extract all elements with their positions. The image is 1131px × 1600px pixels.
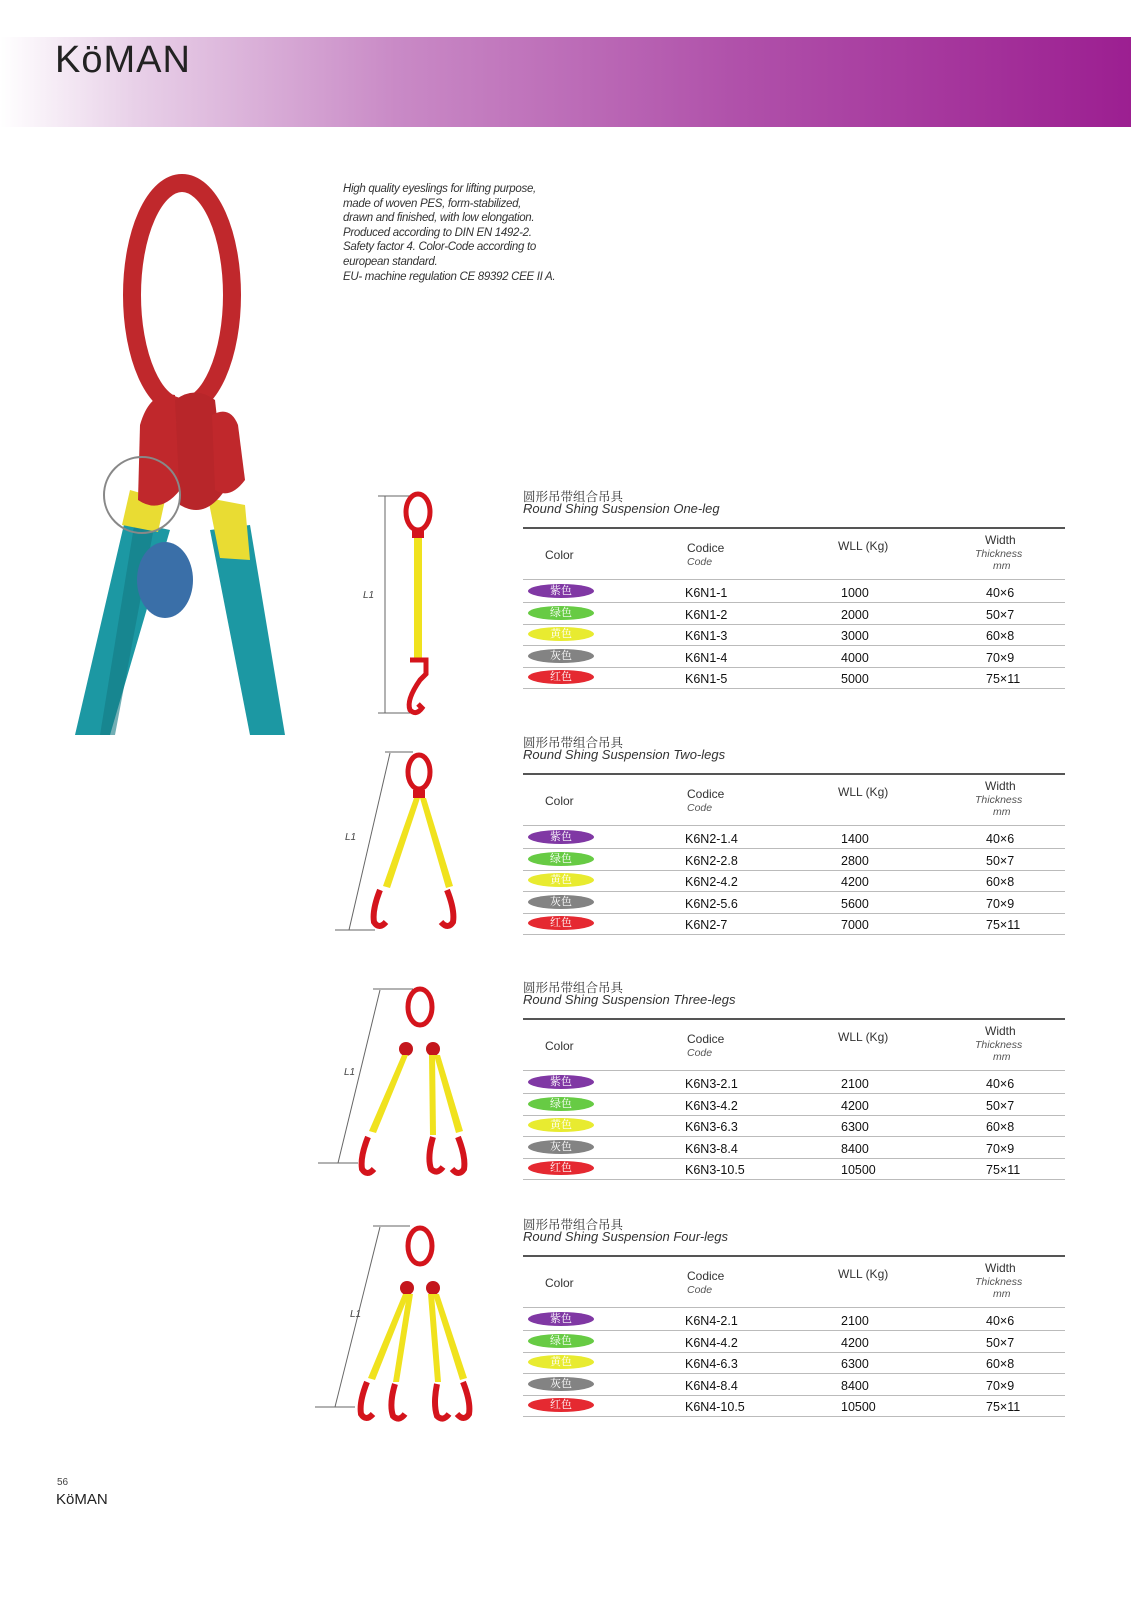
header-wll: WLL (Kg) <box>838 539 889 553</box>
color-swatch: 紫色 <box>528 830 594 844</box>
table-row <box>523 913 1065 935</box>
width-thickness-cell: 75×11 <box>986 1163 1021 1177</box>
table-row <box>523 1395 1065 1417</box>
header-code: Code <box>687 556 713 568</box>
table-row <box>523 870 1065 892</box>
page-number: 56 <box>57 1477 69 1488</box>
table-row <box>523 1374 1065 1396</box>
width-thickness-cell: 60×8 <box>986 1357 1015 1371</box>
code-cell: K6N1-1 <box>685 586 728 600</box>
header-width: Width <box>985 533 1016 547</box>
code-cell: K6N2-2.8 <box>685 853 738 868</box>
table-top-rule <box>523 527 1065 529</box>
header-mm: mm <box>993 560 1011 572</box>
header-wll: WLL (Kg) <box>838 1030 889 1044</box>
code-cell: K6N3-2.1 <box>685 1077 738 1091</box>
code-cell: K6N4-10.5 <box>685 1400 745 1414</box>
table-row <box>523 667 1065 689</box>
description-line: european standard. <box>343 255 438 268</box>
wll-cell: 8400 <box>841 1378 869 1393</box>
width-thickness-cell: 40×6 <box>986 586 1015 600</box>
header-mm: mm <box>993 1051 1011 1063</box>
three-legs-diagram <box>318 985 493 1190</box>
product-description <box>343 182 583 284</box>
product-photo <box>40 160 305 745</box>
spec-table <box>523 1018 1065 1188</box>
color-swatch: 红色 <box>528 1161 594 1175</box>
code-cell: K6N2-1.4 <box>685 832 738 846</box>
header-rule <box>523 579 1065 580</box>
code-cell: K6N1-4 <box>685 650 728 665</box>
spec-table <box>523 527 1065 697</box>
width-thickness-cell: 70×9 <box>986 896 1015 911</box>
width-thickness-cell: 70×9 <box>986 650 1015 665</box>
header-mm: mm <box>993 1288 1011 1300</box>
description-line: Produced according to DIN EN 1492-2. <box>343 226 532 239</box>
four-legs-diagram <box>315 1222 495 1432</box>
width-thickness-cell: 70×9 <box>986 1141 1015 1156</box>
width-thickness-cell: 50×7 <box>986 607 1015 622</box>
width-thickness-cell: 40×6 <box>986 1314 1015 1328</box>
section-title-cn: 圆形吊带组合吊具 <box>523 489 624 504</box>
wll-cell: 6300 <box>841 1120 869 1134</box>
wll-cell: 7000 <box>841 918 869 932</box>
width-thickness-cell: 75×11 <box>986 672 1021 686</box>
description-line: Safety factor 4. Color-Code according to <box>343 241 536 254</box>
color-swatch: 灰色 <box>528 1377 594 1391</box>
code-cell: K6N4-4.2 <box>685 1335 738 1350</box>
header-rule <box>523 1070 1065 1071</box>
color-swatch: 黄色 <box>528 873 594 887</box>
header-color: Color <box>545 1276 574 1290</box>
description-line: made of woven PES, form-stabilized, <box>343 197 522 210</box>
table-row <box>523 849 1065 871</box>
code-cell: K6N2-5.6 <box>685 896 738 911</box>
wll-cell: 4200 <box>841 1098 869 1113</box>
color-swatch: 红色 <box>528 1398 594 1412</box>
description-line: drawn and finished, with low elongation. <box>343 212 535 225</box>
wll-cell: 1400 <box>841 832 869 846</box>
header-code: Code <box>687 1284 713 1296</box>
header-width: Width <box>985 1261 1016 1275</box>
width-thickness-cell: 75×11 <box>986 918 1021 932</box>
footer-brand: KöMAN <box>56 1491 108 1508</box>
wll-cell: 4200 <box>841 1335 869 1350</box>
header-color: Color <box>545 548 574 562</box>
code-cell: K6N1-3 <box>685 629 728 643</box>
table-row <box>523 1137 1065 1159</box>
wll-cell: 2100 <box>841 1314 869 1328</box>
table-row <box>523 827 1065 849</box>
table-row <box>523 624 1065 646</box>
wll-cell: 3000 <box>841 629 869 643</box>
section-title-cn: 圆形吊带组合吊具 <box>523 735 624 750</box>
color-swatch: 紫色 <box>528 584 594 598</box>
color-swatch: 黄色 <box>528 1118 594 1132</box>
width-thickness-cell: 60×8 <box>986 629 1015 643</box>
color-swatch: 紫色 <box>528 1075 594 1089</box>
header-wll: WLL (Kg) <box>838 785 889 799</box>
color-swatch: 灰色 <box>528 649 594 663</box>
color-swatch: 灰色 <box>528 895 594 909</box>
header-thickness: Thickness <box>975 794 1023 806</box>
color-swatch: 灰色 <box>528 1140 594 1154</box>
width-thickness-cell: 40×6 <box>986 832 1015 846</box>
color-swatch: 黄色 <box>528 627 594 641</box>
description-line: High quality eyeslings for lifting purpose, <box>343 183 536 195</box>
width-thickness-cell: 70×9 <box>986 1378 1015 1393</box>
wll-cell: 2800 <box>841 853 869 868</box>
dimension-label: L1 <box>344 1067 356 1078</box>
section-title-en: Round Shing Suspension Two-legs <box>523 747 726 762</box>
table-row <box>523 1158 1065 1180</box>
header-wll: WLL (Kg) <box>838 1267 889 1281</box>
header-codice: Codice <box>687 787 725 801</box>
code-cell: K6N3-4.2 <box>685 1098 738 1113</box>
wll-cell: 4000 <box>841 650 869 665</box>
code-cell: K6N1-5 <box>685 672 728 686</box>
code-cell: K6N4-2.1 <box>685 1314 738 1328</box>
wll-cell: 4200 <box>841 875 869 889</box>
dimension-label: L1 <box>350 1309 362 1320</box>
table-row <box>523 892 1065 914</box>
dimension-label: L1 <box>345 832 357 843</box>
two-legs-diagram <box>335 748 485 948</box>
wll-cell: 10500 <box>841 1400 876 1414</box>
header-width: Width <box>985 779 1016 793</box>
spec-table <box>523 773 1065 943</box>
table-row <box>523 581 1065 603</box>
dimension-label: L1 <box>363 590 375 601</box>
code-cell: K6N3-10.5 <box>685 1163 745 1177</box>
header-width: Width <box>985 1024 1016 1038</box>
spec-table <box>523 1255 1065 1425</box>
wll-cell: 5000 <box>841 672 869 686</box>
section-title-en: Round Shing Suspension Three-legs <box>523 992 736 1007</box>
header-code: Code <box>687 802 713 814</box>
color-swatch: 绿色 <box>528 1334 594 1348</box>
wll-cell: 1000 <box>841 586 869 600</box>
table-row <box>523 1352 1065 1374</box>
section-title-en: Round Shing Suspension Four-legs <box>523 1229 729 1244</box>
header-codice: Codice <box>687 1269 725 1283</box>
header-thickness: Thickness <box>975 1276 1023 1288</box>
table-row <box>523 646 1065 668</box>
width-thickness-cell: 50×7 <box>986 1098 1015 1113</box>
header-code: Code <box>687 1047 713 1059</box>
code-cell: K6N4-8.4 <box>685 1378 738 1393</box>
color-swatch: 绿色 <box>528 1097 594 1111</box>
color-swatch: 红色 <box>528 916 594 930</box>
table-row <box>523 603 1065 625</box>
color-swatch: 紫色 <box>528 1312 594 1326</box>
table-top-rule <box>523 773 1065 775</box>
table-top-rule <box>523 1255 1065 1257</box>
header-color: Color <box>545 794 574 808</box>
header-thickness: Thickness <box>975 1039 1023 1051</box>
code-cell: K6N2-7 <box>685 918 728 932</box>
width-thickness-cell: 40×6 <box>986 1077 1015 1091</box>
section-title-cn: 圆形吊带组合吊具 <box>523 980 624 995</box>
table-row <box>523 1115 1065 1137</box>
section-title-cn: 圆形吊带组合吊具 <box>523 1217 624 1232</box>
table-row <box>523 1072 1065 1094</box>
brand-logo: KöMAN <box>55 39 191 81</box>
width-thickness-cell: 75×11 <box>986 1400 1021 1414</box>
wll-cell: 2000 <box>841 607 869 622</box>
width-thickness-cell: 60×8 <box>986 1120 1015 1134</box>
code-cell: K6N2-4.2 <box>685 875 738 889</box>
table-row <box>523 1331 1065 1353</box>
header-codice: Codice <box>687 541 725 555</box>
wll-cell: 5600 <box>841 896 869 911</box>
code-cell: K6N1-2 <box>685 607 728 622</box>
code-cell: K6N3-8.4 <box>685 1141 738 1156</box>
code-cell: K6N3-6.3 <box>685 1120 738 1134</box>
code-cell: K6N4-6.3 <box>685 1357 738 1371</box>
color-swatch: 红色 <box>528 670 594 684</box>
table-row <box>523 1309 1065 1331</box>
color-swatch: 绿色 <box>528 606 594 620</box>
width-thickness-cell: 60×8 <box>986 875 1015 889</box>
header-rule <box>523 825 1065 826</box>
color-swatch: 绿色 <box>528 852 594 866</box>
header-thickness: Thickness <box>975 548 1023 560</box>
table-top-rule <box>523 1018 1065 1020</box>
width-thickness-cell: 50×7 <box>986 1335 1015 1350</box>
one-leg-diagram <box>360 488 450 718</box>
wll-cell: 6300 <box>841 1357 869 1371</box>
header-color: Color <box>545 1039 574 1053</box>
wll-cell: 8400 <box>841 1141 869 1156</box>
width-thickness-cell: 50×7 <box>986 853 1015 868</box>
header-mm: mm <box>993 806 1011 818</box>
wll-cell: 10500 <box>841 1163 876 1177</box>
table-row <box>523 1094 1065 1116</box>
section-title-en: Round Shing Suspension One-leg <box>523 501 720 516</box>
header-codice: Codice <box>687 1032 725 1046</box>
wll-cell: 2100 <box>841 1077 869 1091</box>
color-swatch: 黄色 <box>528 1355 594 1369</box>
description-line: EU- machine regulation CE 89392 CEE II A. <box>343 270 556 283</box>
header-rule <box>523 1307 1065 1308</box>
